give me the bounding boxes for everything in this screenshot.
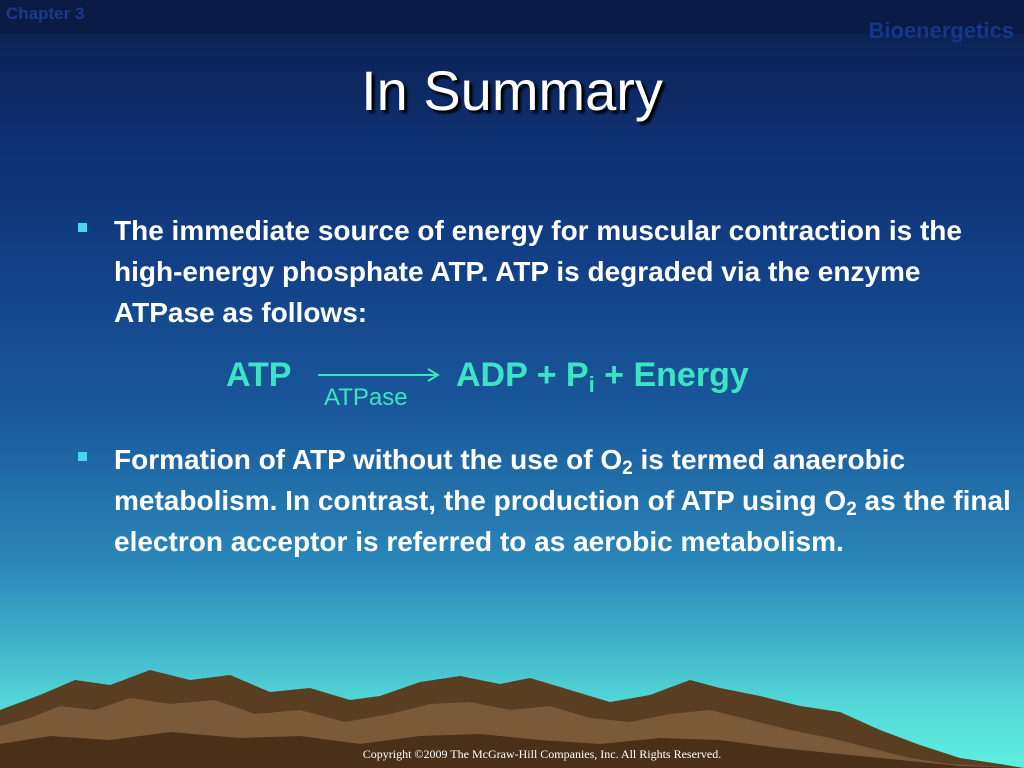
equation-products-energy: + Energy (594, 356, 749, 394)
bullet-subscript-1: 2 (622, 458, 633, 479)
subject-label: Bioenergetics (868, 18, 1014, 43)
bullet-text-part1: Formation of ATP without the use of O (114, 444, 623, 475)
equation-products-subscript: i (588, 372, 595, 397)
bullet-subscript-2: 2 (846, 499, 857, 520)
bullet-list (76, 210, 996, 333)
slide-title: In Summary (361, 59, 663, 122)
bullet-item-atp-source (76, 210, 996, 333)
bullet-text-part2: is termed anaerobic metabolism. In contrast, the production of ATP using O (114, 444, 906, 516)
bullet-text: The immediate source of energy for muscular contraction is the high-energy phosphate ATP. ATP is degraded via the enzyme ATPase as follows: (114, 215, 962, 328)
bullet-item-metabolism (76, 439, 1024, 562)
chapter-label: Chapter 3 (6, 4, 85, 23)
equation-enzyme: ATPase (324, 384, 408, 411)
atp-equation (226, 356, 826, 416)
equation-reactant: ATP (226, 356, 292, 394)
bullet-text-part3: as the final electron acceptor is referred to as aerobic metabolism. (114, 485, 1011, 557)
copyright-notice: Copyright ©2009 The McGraw-Hill Companies, Inc. All Rights Reserved. (362, 747, 722, 761)
reaction-arrow-icon (316, 364, 446, 386)
equation-products (456, 356, 749, 395)
square-bullet-icon (78, 452, 87, 461)
square-bullet-icon (78, 223, 87, 232)
equation-products-main: ADP + P (456, 356, 589, 394)
